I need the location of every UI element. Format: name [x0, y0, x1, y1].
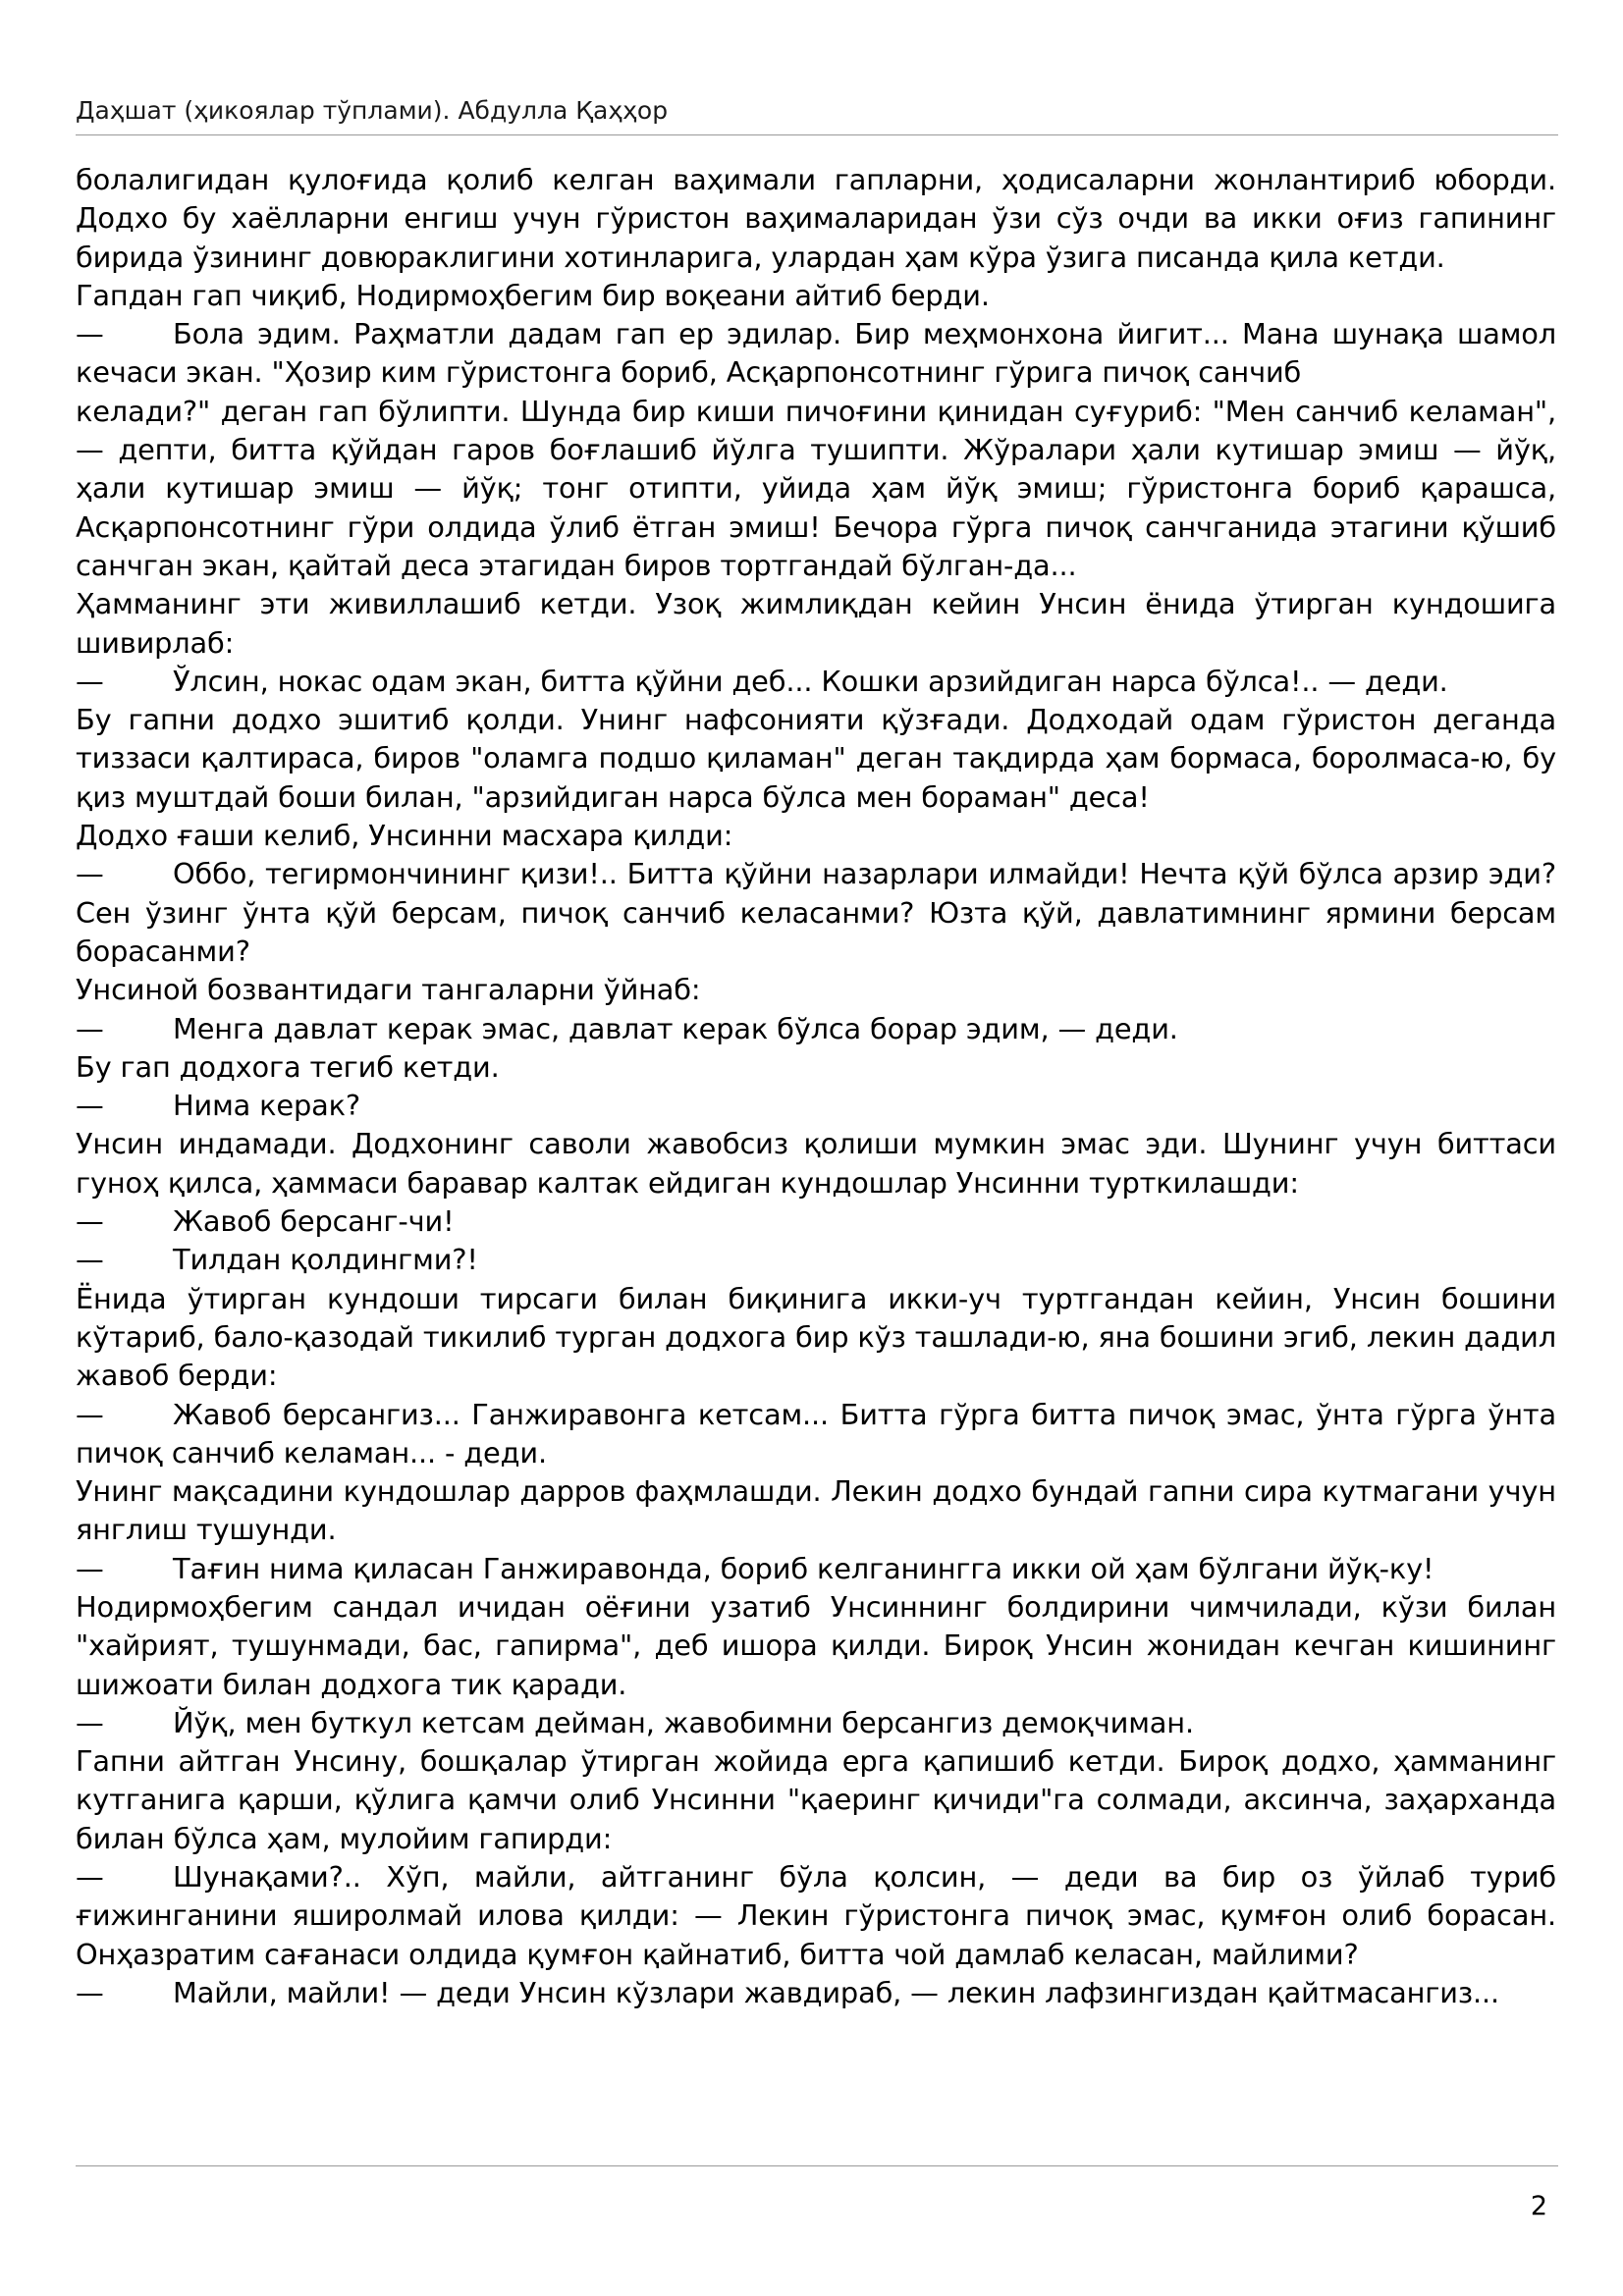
dialogue-paragraph — [76, 1858, 1556, 1974]
paragraph-text: Шунақами?.. Хўп, майли, айтганинг бўла қолсин, — деди ва бир оз ўйлаб туриб ғижинганини яширолмай илова қилди: — Лекин гўристонга пичоқ эмас, қумғон олиб борасан. Онҳазратим сағанаси олдида қумғон қайнатиб, битта чой дамлаб келасан, майлими? — [76, 1860, 1556, 1971]
dialogue-paragraph — [76, 1010, 1556, 1048]
paragraph — [76, 1588, 1556, 1704]
paragraph — [76, 277, 1556, 315]
paragraph-text: Бола эдим. Раҳматли дадам гап ер эдилар. Бир меҳмонхона йигит... Мана шунақа шамол кечаси экан. "Ҳозир ким гўристонга бориб, Асқарпонсотнинг гўрига пичоқ санчиб — [76, 317, 1556, 390]
paragraph-text: болалигидан қулоғида қолиб келган ваҳимали гапларни, ҳодисаларни жонлантириб юборди. Додхо бу хаёлларни енгиш учун гўристон ваҳималаридан ўзи сўз очди ва икки оғиз гапининг бирида ўзининг довюраклигини хотинларига, улардан ҳам кўра ўзига писанда қила кетди. — [76, 163, 1556, 274]
dialogue-dash: — — [76, 857, 104, 891]
paragraph-text: Майли, майли! — деди Унсин кўзлари жавдираб, — лекин лафзингиздан қайтмасангиз... — [173, 1975, 1499, 2009]
paragraph-text: Жавоб берсангиз... Ганжиравонга кетсам... Битта гўрга битта пичоқ эмас, ўнта гўрга ўнта пичоқ санчиб келаман... - деди. — [76, 1397, 1556, 1469]
paragraph-text: Менга давлат керак эмас, давлат керак бўлса борар эдим, — деди. — [173, 1011, 1178, 1045]
paragraph — [76, 971, 1556, 1009]
dialogue-paragraph — [76, 1550, 1556, 1588]
paragraph-text: Нима керак? — [173, 1089, 360, 1123]
dialogue-paragraph — [76, 1202, 1556, 1241]
paragraph-text: Ўлсин, нокас одам экан, битта қўйни деб... Кошки арзийдиган нарса бўлса!.. — деди. — [173, 664, 1448, 698]
dialogue-dash: — — [76, 1975, 104, 2009]
dialogue-dash: — — [76, 1551, 104, 1585]
dialogue-paragraph — [76, 855, 1556, 971]
paragraph — [76, 817, 1556, 855]
dialogue-dash: — — [76, 1243, 104, 1277]
paragraph-text: Жавоб берсанг-чи! — [173, 1204, 455, 1239]
dialogue-dash: — — [76, 1397, 104, 1431]
paragraph-text: Додхо ғаши келиб, Унсинни масхара қилди: — [76, 819, 733, 853]
paragraph-text: Унинг мақсадини кундошлар дарров фаҳмлашди. Лекин додхо бундай гапни сира кутмагани учун янглиш тушунди. — [76, 1474, 1556, 1547]
paragraph — [76, 393, 1556, 585]
dialogue-paragraph — [76, 315, 1556, 393]
paragraph-text: Бу гап додхога тегиб кетди. — [76, 1049, 500, 1084]
footer-divider — [76, 2165, 1558, 2166]
paragraph — [76, 701, 1556, 817]
paragraph-text: Бу гапни додхо эшитиб қолди. Унинг нафсонияти қўзғади. Додходай одам гўристон деганда тиззаси қалтираса, биров "оламга подшо қиламан" деган тақдирда ҳам бормаса, боролмаса-ю, бу қиз муштдай боши билан, "арзийдиган нарса бўлса мен бораман" деса! — [76, 703, 1556, 814]
dialogue-dash: — — [76, 1860, 104, 1895]
paragraph-text: Ҳамманинг эти живиллашиб кетди. Узоқ жимлиқдан кейин Унсин ёнида ўтирган кундошига шивирлаб: — [76, 587, 1556, 660]
paragraph-text: Оббо, тегирмончининг қизи!.. Битта қўйни назарлари илмайди! Нечта қўй бўлса арзир эди? Сен ўзинг ўнта қўй берсам, пичоқ санчиб келасанми? Юзта қўй, давлатимнинг ярмини берсам борасанми? — [76, 857, 1556, 968]
paragraph-text: Тилдан қолдингми?! — [173, 1243, 478, 1277]
header-divider — [76, 134, 1558, 135]
paragraph-text: Гапдан гап чиқиб, Нодирмоҳбегим бир воқеани айтиб берди. — [76, 278, 990, 312]
paragraph-text: Нодирмоҳбегим сандал ичидан оёғини узатиб Унсиннинг болдирини чимчилади, кўзи билан "хайрият, тушунмади, бас, гапирма", деб ишора қилди. Бироқ Унсин жонидан кечган кишининг шижоати билан додхога тик қаради. — [76, 1589, 1556, 1701]
paragraph-text: Унсин индамади. Додхонинг саволи жавобсиз қолиши мумкин эмас эди. Шунинг учун биттаси гуноҳ қилса, ҳаммаси баравар калтак ейдиган кундошлар Унсинни турткилашди: — [76, 1127, 1556, 1200]
dialogue-paragraph — [76, 1704, 1556, 1742]
paragraph-text: Унсиной бозвантидаги тангаларни ўйнаб: — [76, 973, 701, 1007]
page-body — [76, 161, 1556, 2012]
dialogue-paragraph — [76, 1087, 1556, 1125]
dialogue-paragraph — [76, 1974, 1556, 2012]
dialogue-dash: — — [76, 317, 104, 351]
paragraph — [76, 161, 1556, 277]
paragraph — [76, 1125, 1556, 1202]
paragraph-text: келади?" деган гап бўлипти. Шунда бир киши пичоғини қинидан суғуриб: "Мен санчиб келаман",— депти, битта қўйдан гаров боғлашиб йўлга тушипти. Жўралари ҳали кутишар эмиш — йўқ, ҳали кутишар эмиш — йўқ; тонг отипти, уйида ҳам йўқ эмиш; гўристонга бориб қарашса, Асқарпонсотнинг гўри олдида ўлиб ётган эмиш! Бечора гўрга пичоқ санчганида этагини қўшиб санчган экан, қайтай деса этагидан биров тортгандай бўлган-да... — [76, 394, 1556, 582]
dialogue-paragraph — [76, 1241, 1556, 1279]
page-number: 2 — [1530, 2191, 1547, 2221]
paragraph — [76, 1280, 1556, 1396]
paragraph — [76, 1472, 1556, 1550]
dialogue-dash: — — [76, 1011, 104, 1045]
running-header: Даҳшат (ҳикоялар тўплами). Абдулла Қаҳҳор — [76, 96, 669, 125]
dialogue-dash: — — [76, 1204, 104, 1239]
paragraph-text: Йўқ, мен буткул кетсам дейман, жавобимни берсангиз демоқчиман. — [173, 1705, 1194, 1739]
paragraph — [76, 1742, 1556, 1858]
paragraph — [76, 1048, 1556, 1087]
dialogue-paragraph — [76, 663, 1556, 701]
paragraph-text: Тағин нима қиласан Ганжиравонда, бориб келганингга икки ой ҳам бўлгани йўқ-ку! — [173, 1551, 1434, 1585]
paragraph-text: Ёнида ўтирган кундоши тирсаги билан биқинига икки-уч туртгандан кейин, Унсин бошини кўтариб, бало-қазодай тикилиб турган додхога бир кўз ташлади-ю, яна бошини эгиб, лекин дадил жавоб берди: — [76, 1281, 1556, 1393]
dialogue-dash: — — [76, 1089, 104, 1123]
paragraph — [76, 585, 1556, 663]
dialogue-dash: — — [76, 1705, 104, 1739]
dialogue-dash: — — [76, 664, 104, 698]
paragraph-text: Гапни айтган Унсину, бошқалар ўтирган жойида ерга қапишиб кетди. Бироқ додхо, ҳамманинг кутганига қарши, қўлига қамчи олиб Унсинни "қаеринг қичиди"га солмади, аксинча, заҳарханда билан бўлса ҳам, мулойим гапирди: — [76, 1744, 1556, 1855]
dialogue-paragraph — [76, 1396, 1556, 1473]
